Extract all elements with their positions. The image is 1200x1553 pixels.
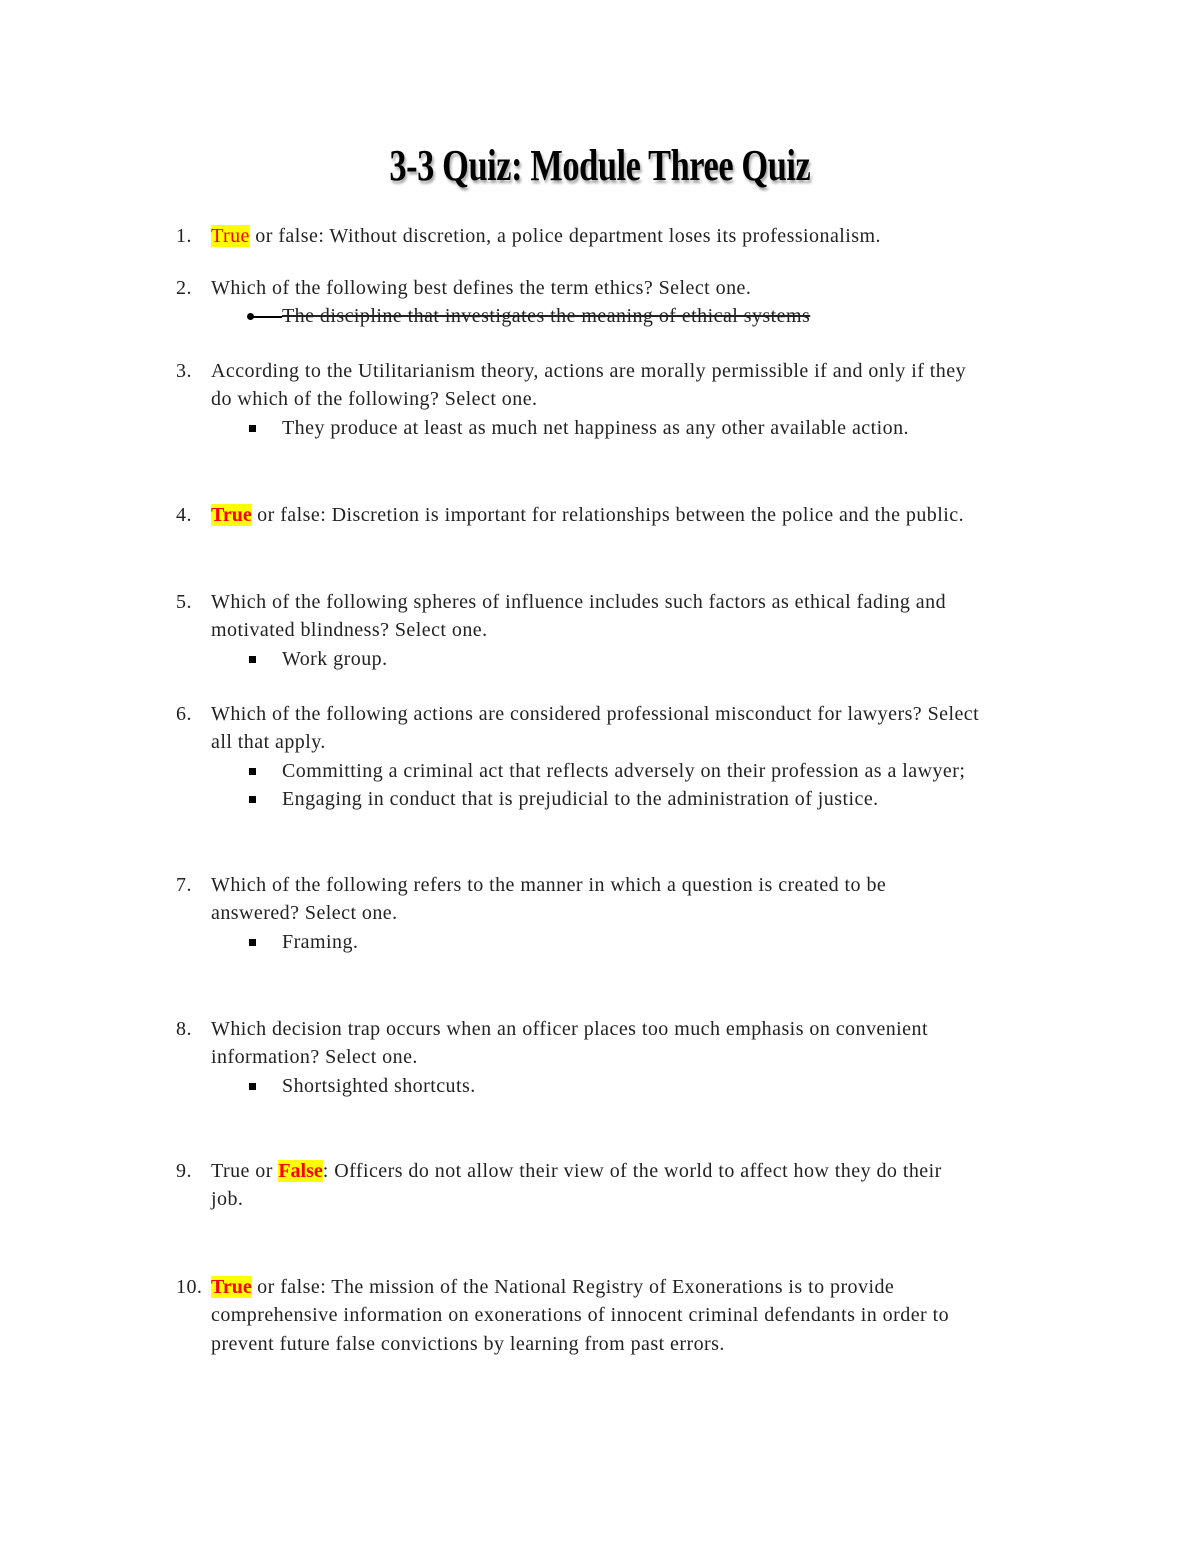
square-bullet-icon xyxy=(249,939,256,946)
question-number: 5. xyxy=(176,591,192,613)
answer-text: They produce at least as much net happiness as any other available action. xyxy=(282,416,909,439)
question-number: 3. xyxy=(176,360,192,382)
answer-text: Committing a criminal act that reflects adversely on their profession as a lawyer; xyxy=(282,759,966,782)
question-text: Which of the following actions are considered professional misconduct for lawyers? Select xyxy=(211,703,980,725)
question-text: Which decision trap occurs when an officer places too much emphasis on convenient xyxy=(211,1018,928,1040)
question-text-line xyxy=(211,588,946,616)
strikethrough-line xyxy=(252,316,282,318)
document-title-block xyxy=(0,140,1200,191)
question-text: According to the Utilitarianism theory, actions are morally permissible if and only if they xyxy=(211,360,967,382)
question-text: Which of the following best defines the term ethics? Select one. xyxy=(211,277,752,299)
question-text-line xyxy=(211,728,326,756)
question-text: all that apply. xyxy=(211,731,326,754)
question-text: or false: Discretion is important for relationships between the police and the public. xyxy=(251,504,965,526)
question-text: answered? Select one. xyxy=(211,902,398,925)
highlighted-answer: True xyxy=(211,504,252,526)
question-text-line xyxy=(211,385,537,413)
answer-text: Framing. xyxy=(282,930,359,953)
question-text-line xyxy=(211,1157,942,1185)
question-text-line xyxy=(211,700,979,728)
question-number: 8. xyxy=(176,1018,192,1040)
answer-text: Engaging in conduct that is prejudicial to the administration of justice. xyxy=(282,787,879,810)
square-bullet-icon xyxy=(249,768,256,775)
question-text-line xyxy=(211,1015,928,1043)
square-bullet-icon xyxy=(249,425,256,432)
question-text: Which of the following spheres of influence includes such factors as ethical fading and xyxy=(211,591,947,613)
question-text: or false: Without discretion, a police department loses its professionalism. xyxy=(249,225,881,247)
question-text-line xyxy=(211,1185,243,1213)
question-number: 9. xyxy=(176,1160,192,1182)
question-number: 4. xyxy=(176,504,192,526)
question-text-line xyxy=(211,871,886,899)
question-text-line xyxy=(211,501,964,529)
question-number: 10. xyxy=(176,1276,203,1298)
answer-text: Shortsighted shortcuts. xyxy=(282,1074,476,1097)
square-bullet-icon xyxy=(249,796,256,803)
question-text: or false: The mission of the National Registry of Exonerations is to provide xyxy=(251,1276,895,1298)
question-text-line xyxy=(211,1330,725,1358)
question-text-line xyxy=(211,222,881,250)
question-text-line xyxy=(211,1273,894,1301)
highlighted-answer: False xyxy=(278,1160,323,1182)
question-text: information? Select one. xyxy=(211,1046,418,1069)
square-bullet-icon xyxy=(249,1083,256,1090)
answer-text: The discipline that investigates the meaning of ethical systems xyxy=(282,305,811,328)
answer-text: Work group. xyxy=(282,647,388,670)
highlighted-answer: True xyxy=(211,1276,252,1298)
question-text-line xyxy=(211,357,966,385)
question-number: 2. xyxy=(176,277,192,299)
question-text-line xyxy=(211,1043,418,1071)
question-text-line xyxy=(211,274,751,302)
question-number: 1. xyxy=(176,225,192,247)
question-number: 7. xyxy=(176,874,192,896)
highlighted-answer: True xyxy=(211,225,250,247)
question-text: motivated blindness? Select one. xyxy=(211,619,488,642)
question-text-line xyxy=(211,899,398,927)
question-text: Which of the following refers to the manner in which a question is created to be xyxy=(211,874,887,896)
question-text: : Officers do not allow their view of the world to affect how they do their xyxy=(322,1160,942,1182)
question-text-line xyxy=(211,616,488,644)
page-title: 3-3 Quiz: Module Three Quiz xyxy=(389,141,811,190)
question-number: 6. xyxy=(176,703,192,725)
question-text: do which of the following? Select one. xyxy=(211,388,538,411)
question-text: True or xyxy=(211,1160,279,1182)
question-text: prevent future false convictions by learning from past errors. xyxy=(211,1332,725,1355)
square-bullet-icon xyxy=(249,656,256,663)
question-text: comprehensive information on exonerations of innocent criminal defendants in order to xyxy=(211,1304,950,1327)
question-text: job. xyxy=(211,1188,244,1211)
question-text-line xyxy=(211,1301,949,1329)
